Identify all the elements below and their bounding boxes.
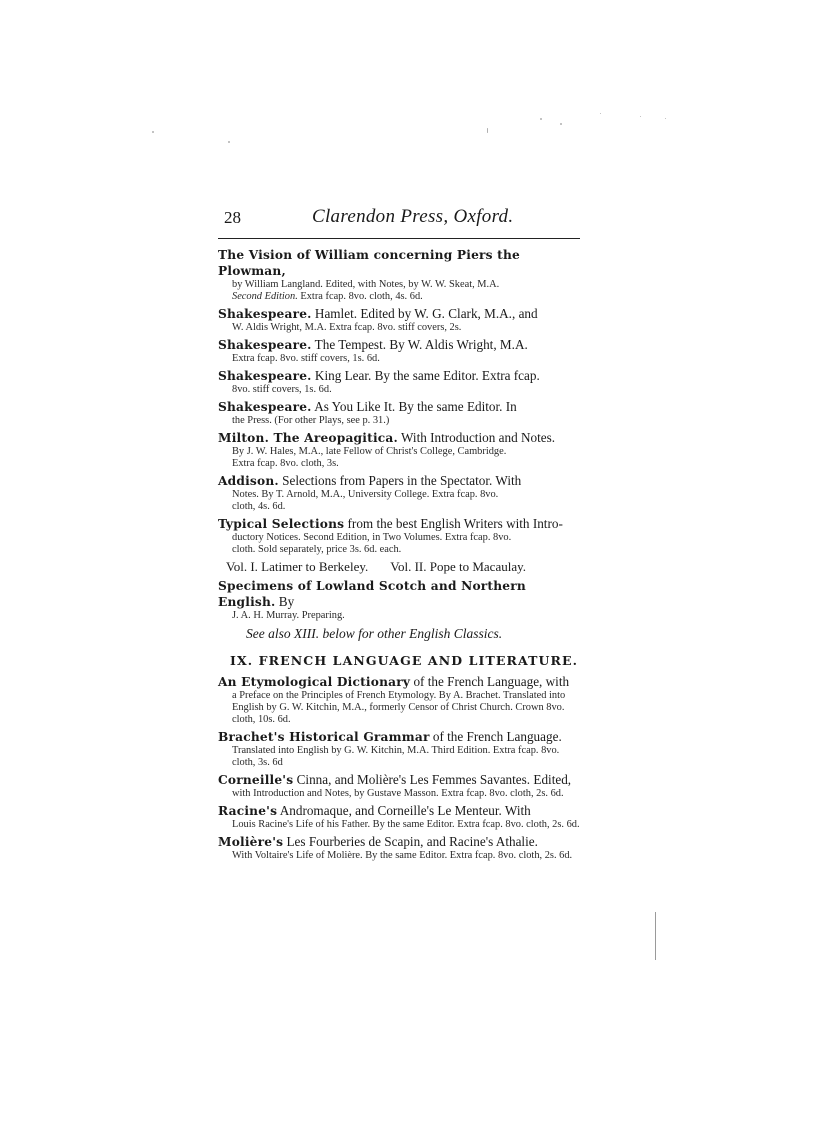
list-item: Shakespeare. Hamlet. Edited by W. G. Clark, M.A., and W. Aldis Wright, M.A. Extra fcap. 8vo. stiff covers, 2s. [218,306,580,334]
entry-title: Typical Selections [218,517,345,531]
header-rule [218,238,580,239]
entry-title: Racine's [218,804,278,818]
scan-speck [600,113,601,114]
entry-detail: With Voltaire's Life of Molière. By the same Editor. Extra fcap. 8vo. cloth, 2s. 6d. [232,850,573,861]
list-item: Specimens of Lowland Scotch and Northern English. By J. A. H. Murray. Preparing. [218,578,580,622]
running-head: Clarendon Press, Oxford. [312,206,514,227]
scan-speck [560,123,562,125]
entry-detail: ductory Notices. Second Edition, in Two Volumes. Extra fcap. 8vo. [232,532,512,543]
list-item: Typical Selections from the best English Writers with Intro- ductory Notices. Second Edition, in Two Volumes. Extra fcap. 8vo. cloth. Sold separately, price 3s. 6d. each. [218,516,563,555]
entry-detail: a Preface on the Principles of French Etymology. By A. Brachet. Translated into English by G. W. Kitchin, M.A., formerly Censor of Christ Church. Crown 8vo. cloth, 10s. 6d. [232,690,566,725]
scan-speck [665,118,666,119]
entry-detail: with Introduction and Notes, by Gustave Masson. Extra fcap. 8vo. cloth, 2s. 6d. [232,788,564,799]
page-number: 28 [224,208,241,227]
entry-title: Addison. [218,474,279,488]
scan-speck [540,118,542,120]
list-item: The Vision of William concerning Piers the Plowman, by William Langland. Edited, with Notes, by W. W. Skeat, M.A. Second Edition. Extra fcap. 8vo. cloth, 4s. 6d. [218,248,521,302]
entry-detail: By J. W. Hales, M.A., late Fellow of Christ's College, Cambridge. [232,446,507,457]
list-item: Shakespeare. As You Like It. By the same Editor. In the Press. (For other Plays, see p. 31.) [218,399,580,427]
entry-detail: Extra fcap. 8vo. stiff covers, 1s. 6d. [232,353,380,364]
list-item: Corneille's Cinna, and Molière's Les Femmes Savantes. Edited, with Introduction and Notes, by Gustave Masson. Extra fcap. 8vo. cloth, 2s. 6d. [218,772,580,800]
entry-detail: Translated into English by G. W. Kitchin, M.A. Third Edition. Extra fcap. 8vo. cloth, 3s. 6d [232,745,560,768]
entry-detail: 8vo. stiff covers, 1s. 6d. [232,384,332,395]
list-item: An Etymological Dictionary of the French Language, with a Preface on the Principles of French Etymology. By A. Brachet. Translated into English by G. W. Kitchin, M.A., formerly Censor of Christ Church. Crown 8vo. cloth, 10s. 6d. [218,674,580,726]
scan-speck [487,128,488,133]
entry-title: Shakespeare. [218,369,312,383]
volume-two: Vol. II. Pope to Macaulay. [390,559,527,574]
entry-detail: by William Langland. Edited, with Notes, by W. W. Skeat, M.A. [232,279,500,290]
entry-title: Brachet's Historical Grammar [218,730,430,744]
entry-detail: the Press. (For other Plays, see p. 31.) [232,415,390,426]
entry-title: The Vision of William concerning Piers the Plowman, [218,248,521,278]
entry-title: Shakespeare. [218,400,312,414]
entry-title: Specimens of Lowland Scotch and Northern English. [218,579,526,609]
entry-title: Shakespeare. [218,307,312,321]
entry-title: Corneille's [218,773,294,787]
list-item: Shakespeare. The Tempest. By W. Aldis Wright, M.A. Extra fcap. 8vo. stiff covers, 1s. 6d. [218,337,580,365]
entry-detail: J. A. H. Murray. Preparing. [232,610,345,621]
scan-speck [640,116,641,117]
scan-speck [152,131,154,133]
volume-one: Vol. I. Latimer to Berkeley. [226,559,369,574]
list-item: Shakespeare. King Lear. By the same Editor. Extra fcap. 8vo. stiff covers, 1s. 6d. [218,368,580,396]
page-header [218,200,580,234]
scan-margin-mark [655,912,656,960]
entry-detail: Louis Racine's Life of his Father. By the same Editor. Extra fcap. 8vo. cloth, 2s. 6d. [232,819,580,830]
entry-title: An Etymological Dictionary [218,675,411,689]
list-item: Addison. Selections from Papers in the Spectator. With Notes. By T. Arnold, M.A., University College. Extra fcap. 8vo. cloth, 4s. 6d. [218,473,522,512]
book-page [218,200,580,865]
see-also-note: See also XIII. below for other English Classics. [246,626,503,641]
entry-title: Shakespeare. [218,338,312,352]
list-item: Racine's Andromaque, and Corneille's Le Menteur. With Louis Racine's Life of his Father. By the same Editor. Extra fcap. 8vo. cloth, 2s. 6d. [218,803,580,830]
entry-detail: W. Aldis Wright, M.A. Extra fcap. 8vo. stiff covers, 2s. [232,322,462,333]
entry-title: Milton. The Areopagitica. [218,431,398,445]
volume-list [218,559,580,575]
list-item: Milton. The Areopagitica. With Introduction and Notes. By J. W. Hales, M.A., late Fellow of Christ's College, Cambridge. Extra fcap. 8vo. cloth, 3s. [218,430,556,469]
list-item: Brachet's Historical Grammar of the French Language. Translated into English by G. W. Kitchin, M.A. Third Edition. Extra fcap. 8vo. cloth, 3s. 6d [218,729,580,769]
scan-speck [228,141,230,143]
section-heading: IX. FRENCH LANGUAGE AND LITERATURE. [230,653,579,668]
entry-title: Molière's [218,835,284,849]
entry-detail: Notes. By T. Arnold, M.A., University College. Extra fcap. 8vo. [232,489,499,500]
list-item: Molière's Les Fourberies de Scapin, and Racine's Athalie. With Voltaire's Life of Molière. By the same Editor. Extra fcap. 8vo. cloth, 2s. 6d. [218,834,580,862]
